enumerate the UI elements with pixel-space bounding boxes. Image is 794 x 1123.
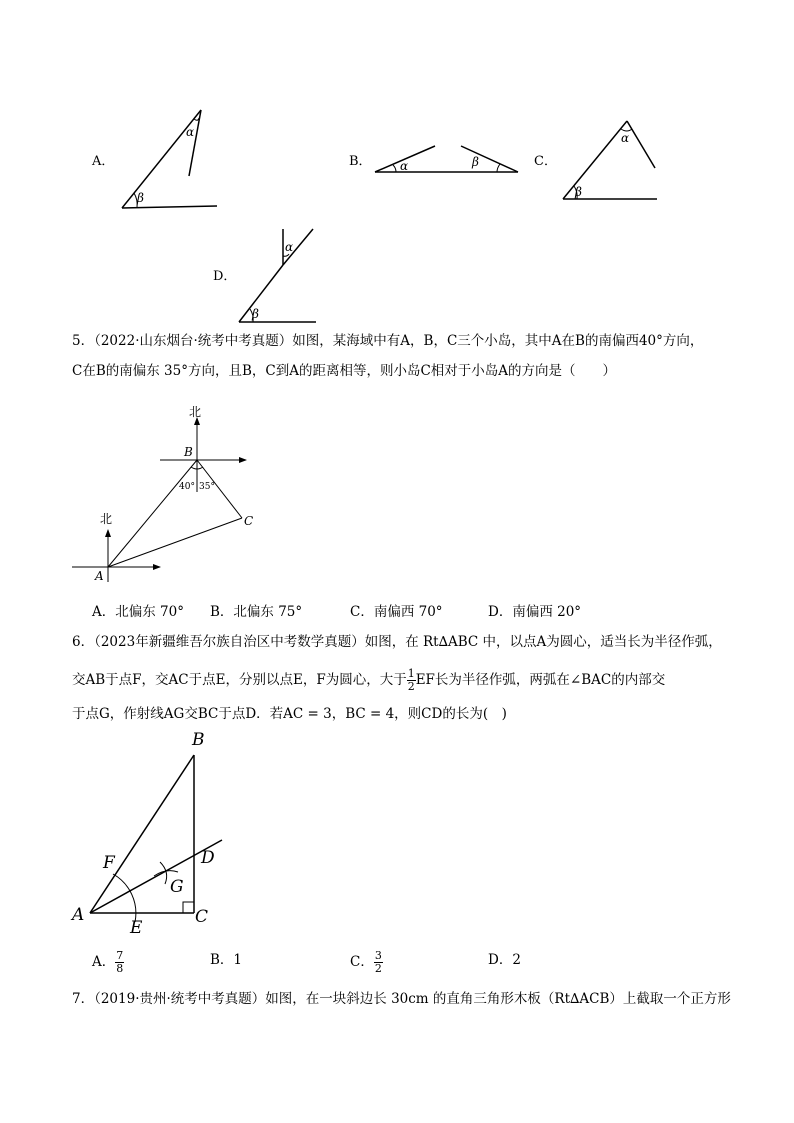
beta-label-d: β xyxy=(252,307,259,321)
point-a-q6: A xyxy=(72,905,85,925)
q6-option-b: B．1 xyxy=(210,952,243,968)
frac-a-den: 8 xyxy=(116,962,124,975)
q6-option-c xyxy=(350,950,383,975)
option-d-label: D． xyxy=(213,269,237,284)
frac-c-num: 3 xyxy=(374,949,382,962)
q5-stem-line1: 5．（2022·山东烟台·统考中考真题）如图，某海域中有A，B，C三个小岛，其中A在B的南偏西40°方向， xyxy=(72,333,704,349)
point-f: F xyxy=(103,853,115,873)
q6-line2-part1: 交AB于点F，交AC于点E，分别以点E，F为圆心，大于 xyxy=(72,672,407,688)
angle-35: 35° xyxy=(199,482,215,492)
option-a-label: A． xyxy=(92,154,115,169)
q5-option-a: A．北偏东 70° xyxy=(92,604,184,620)
alpha-label-d: α xyxy=(285,240,294,254)
point-c-q6: C xyxy=(195,907,209,927)
q6-stem-line1: 6．（2023年新疆维吾尔族自治区中考数学真题）如图，在 Rt∆ABC 中，以点A为圆心，适当长为半径作弧， xyxy=(72,634,722,650)
q6-option-c-label: C． xyxy=(350,954,374,970)
three-halves xyxy=(374,950,383,975)
q5-stem-line2: C在B的南偏东 35°方向，且B，C到A的距离相等，则小岛C相对于小岛A的方向是（ ） xyxy=(72,363,617,379)
point-c: C xyxy=(244,514,254,528)
alpha-label-c: α xyxy=(621,131,630,145)
point-e: E xyxy=(130,918,143,938)
frac-c-den: 2 xyxy=(374,962,382,975)
frac-a-num: 7 xyxy=(116,949,124,962)
angle-40: 40° xyxy=(179,482,195,492)
north-label-a: 北 xyxy=(100,512,113,526)
point-g: G xyxy=(170,877,184,897)
q5-option-b: B．北偏东 75° xyxy=(210,604,303,620)
north-label-b: 北 xyxy=(189,405,202,419)
q5-option-c: C．南偏西 70° xyxy=(350,604,443,620)
option-b-label: B． xyxy=(349,154,372,169)
q6-option-a xyxy=(92,950,124,975)
beta-label-b: β xyxy=(472,155,479,169)
alpha-label-a: α xyxy=(186,125,195,139)
q7-stem-line1: 7．（2019·贵州·统考中考真题）如图，在一块斜边长 30cm 的直角三角形木板（Rt∆ACB）上截取一个正方形 xyxy=(72,991,731,1007)
point-b-q6: B xyxy=(192,730,205,750)
seven-eighths xyxy=(115,950,124,975)
beta-label-a: β xyxy=(137,191,144,205)
half-num: 1 xyxy=(407,667,415,680)
alpha-label-b: α xyxy=(400,159,409,173)
point-b: B xyxy=(184,445,193,459)
point-d: D xyxy=(201,848,215,868)
half-den: 2 xyxy=(407,680,415,693)
q6-option-a-label: A． xyxy=(92,954,116,970)
q5-option-d: D．南偏西 20° xyxy=(488,604,582,620)
q6-line2-part2: EF长为半径作弧，两弧在∠BAC的内部交 xyxy=(415,672,666,688)
beta-label-c: β xyxy=(575,185,582,199)
option-c-label: C． xyxy=(534,154,557,169)
q6-stem-line3: 于点G，作射线AG交BC于点D．若AC = 3，BC = 4，则CD的长为( ) xyxy=(72,706,507,722)
q6-option-d: D．2 xyxy=(488,952,521,968)
point-a: A xyxy=(95,569,104,583)
